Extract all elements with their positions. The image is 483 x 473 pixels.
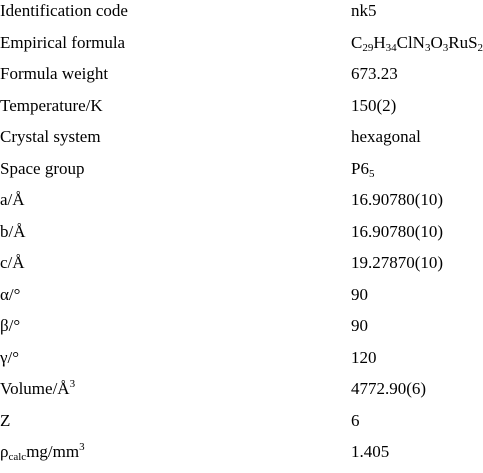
row-value: 16.90780(10) xyxy=(351,221,444,241)
row-value: 16.90780(10) xyxy=(351,190,444,209)
row-value: 4772.90(6) xyxy=(351,379,427,398)
table-row-gamma xyxy=(0,347,474,379)
row-label-density: $\rho_{calc}mg/mm^3$ xyxy=(0,441,85,463)
table-row-a xyxy=(0,189,474,221)
row-value-space-group: $P6_5$ xyxy=(351,158,375,180)
row-value: hexagonal xyxy=(351,127,421,146)
row-label: β/° xyxy=(0,316,21,335)
table-row-formula-weight xyxy=(0,63,474,95)
row-value: 120 xyxy=(351,347,377,367)
row-label-volume: Volume/$Å^3$ xyxy=(0,378,76,398)
row-label: c/Å xyxy=(0,253,25,272)
row-value: 150(2) xyxy=(351,95,397,115)
table-row-space-group xyxy=(0,158,474,190)
row-value-formula: $C_{29}H_{34}ClN_3O_3RuS_2$ xyxy=(351,32,483,54)
row-label: Identification code xyxy=(0,1,128,20)
table-row-b xyxy=(0,221,474,253)
table-row-identification-code xyxy=(0,0,474,32)
row-value: 90 xyxy=(351,284,368,304)
row-value: 673.23 xyxy=(351,64,398,83)
row-label: Temperature/K xyxy=(0,95,103,115)
row-label: Formula weight xyxy=(0,64,109,83)
row-label: Empirical formula xyxy=(0,32,126,52)
row-value: nk5 xyxy=(351,1,377,20)
table-row-alpha xyxy=(0,284,474,316)
table-row-beta xyxy=(0,315,474,347)
row-label: α/° xyxy=(0,284,21,304)
row-value: 90 xyxy=(351,316,368,335)
row-value: 19.27870(10) xyxy=(351,253,444,272)
table-row-empirical-formula xyxy=(0,32,483,64)
row-label: a/Å xyxy=(0,190,25,209)
table-row-z xyxy=(0,410,474,442)
table-row-volume xyxy=(0,378,474,410)
table-row-density xyxy=(0,441,474,473)
row-label: b/Å xyxy=(0,221,26,241)
table-row-crystal-system xyxy=(0,126,474,158)
table-row-c xyxy=(0,252,474,284)
row-label: Z xyxy=(0,410,11,430)
row-value: 1.405 xyxy=(351,442,390,461)
row-label: Space group xyxy=(0,158,85,178)
row-value: 6 xyxy=(351,410,360,430)
row-label: γ/° xyxy=(0,347,20,367)
row-label: Crystal system xyxy=(0,127,101,146)
table-row-temperature xyxy=(0,95,474,127)
